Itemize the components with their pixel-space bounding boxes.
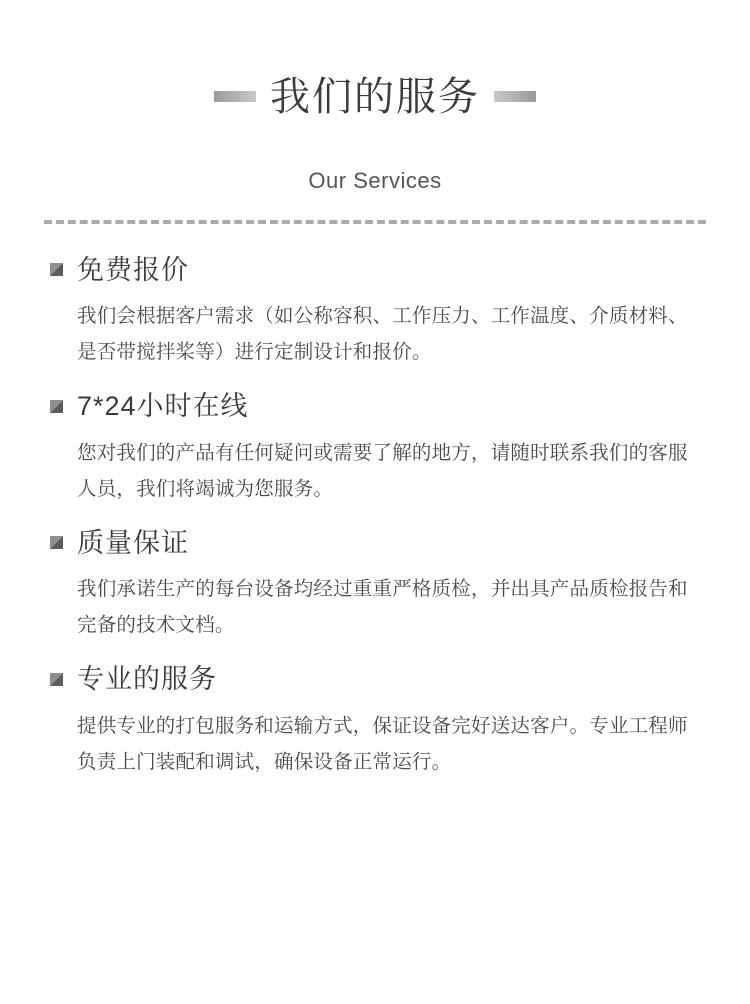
service-heading bbox=[44, 527, 706, 559]
service-description bbox=[44, 708, 702, 780]
service-description bbox=[44, 298, 702, 370]
list-item bbox=[44, 254, 706, 371]
square-bullet-icon bbox=[50, 263, 63, 276]
decorative-bar-right-icon bbox=[494, 91, 536, 102]
service-heading bbox=[44, 254, 706, 286]
service-title: 专业的服务 bbox=[77, 664, 217, 695]
service-title: 7*24小时在线 bbox=[77, 391, 249, 422]
page-header bbox=[44, 0, 706, 194]
service-title: 免费报价 bbox=[77, 254, 189, 285]
service-description-text: 您对我们的产品有任何疑问或需要了解的地方，请随时联系我们的客服人员，我们将竭诚为您服务。 bbox=[77, 441, 688, 500]
decorative-bar-left-icon bbox=[214, 91, 256, 102]
service-description bbox=[44, 571, 702, 643]
list-item bbox=[44, 663, 706, 780]
square-bullet-icon bbox=[50, 673, 63, 686]
list-item bbox=[44, 390, 706, 507]
service-description-text: 我们承诺生产的每台设备均经过重重严格质检，并出具产品质检报告和完备的技术文档。 bbox=[77, 578, 688, 637]
square-bullet-icon bbox=[50, 536, 63, 549]
title-row bbox=[44, 48, 706, 146]
service-description-text: 我们会根据客户需求（如公称容积、工作压力、工作温度、介质材料、是否带搅拌桨等）进行定制设计和报价。 bbox=[77, 304, 688, 364]
service-title: 质量保证 bbox=[77, 527, 189, 558]
page-title: 我们的服务 bbox=[270, 74, 480, 119]
service-heading bbox=[44, 663, 706, 695]
services-list bbox=[44, 254, 706, 780]
service-description-text: 提供专业的打包服务和运输方式，保证设备完好送达客户。专业工程师负责上门装配和调试，确保设备正常运行。 bbox=[77, 714, 688, 773]
service-description bbox=[44, 435, 702, 507]
list-item bbox=[44, 527, 706, 644]
square-bullet-icon bbox=[50, 400, 63, 413]
dashed-divider bbox=[44, 220, 706, 224]
page-subtitle: Our Services bbox=[308, 167, 442, 193]
service-heading bbox=[44, 390, 706, 422]
